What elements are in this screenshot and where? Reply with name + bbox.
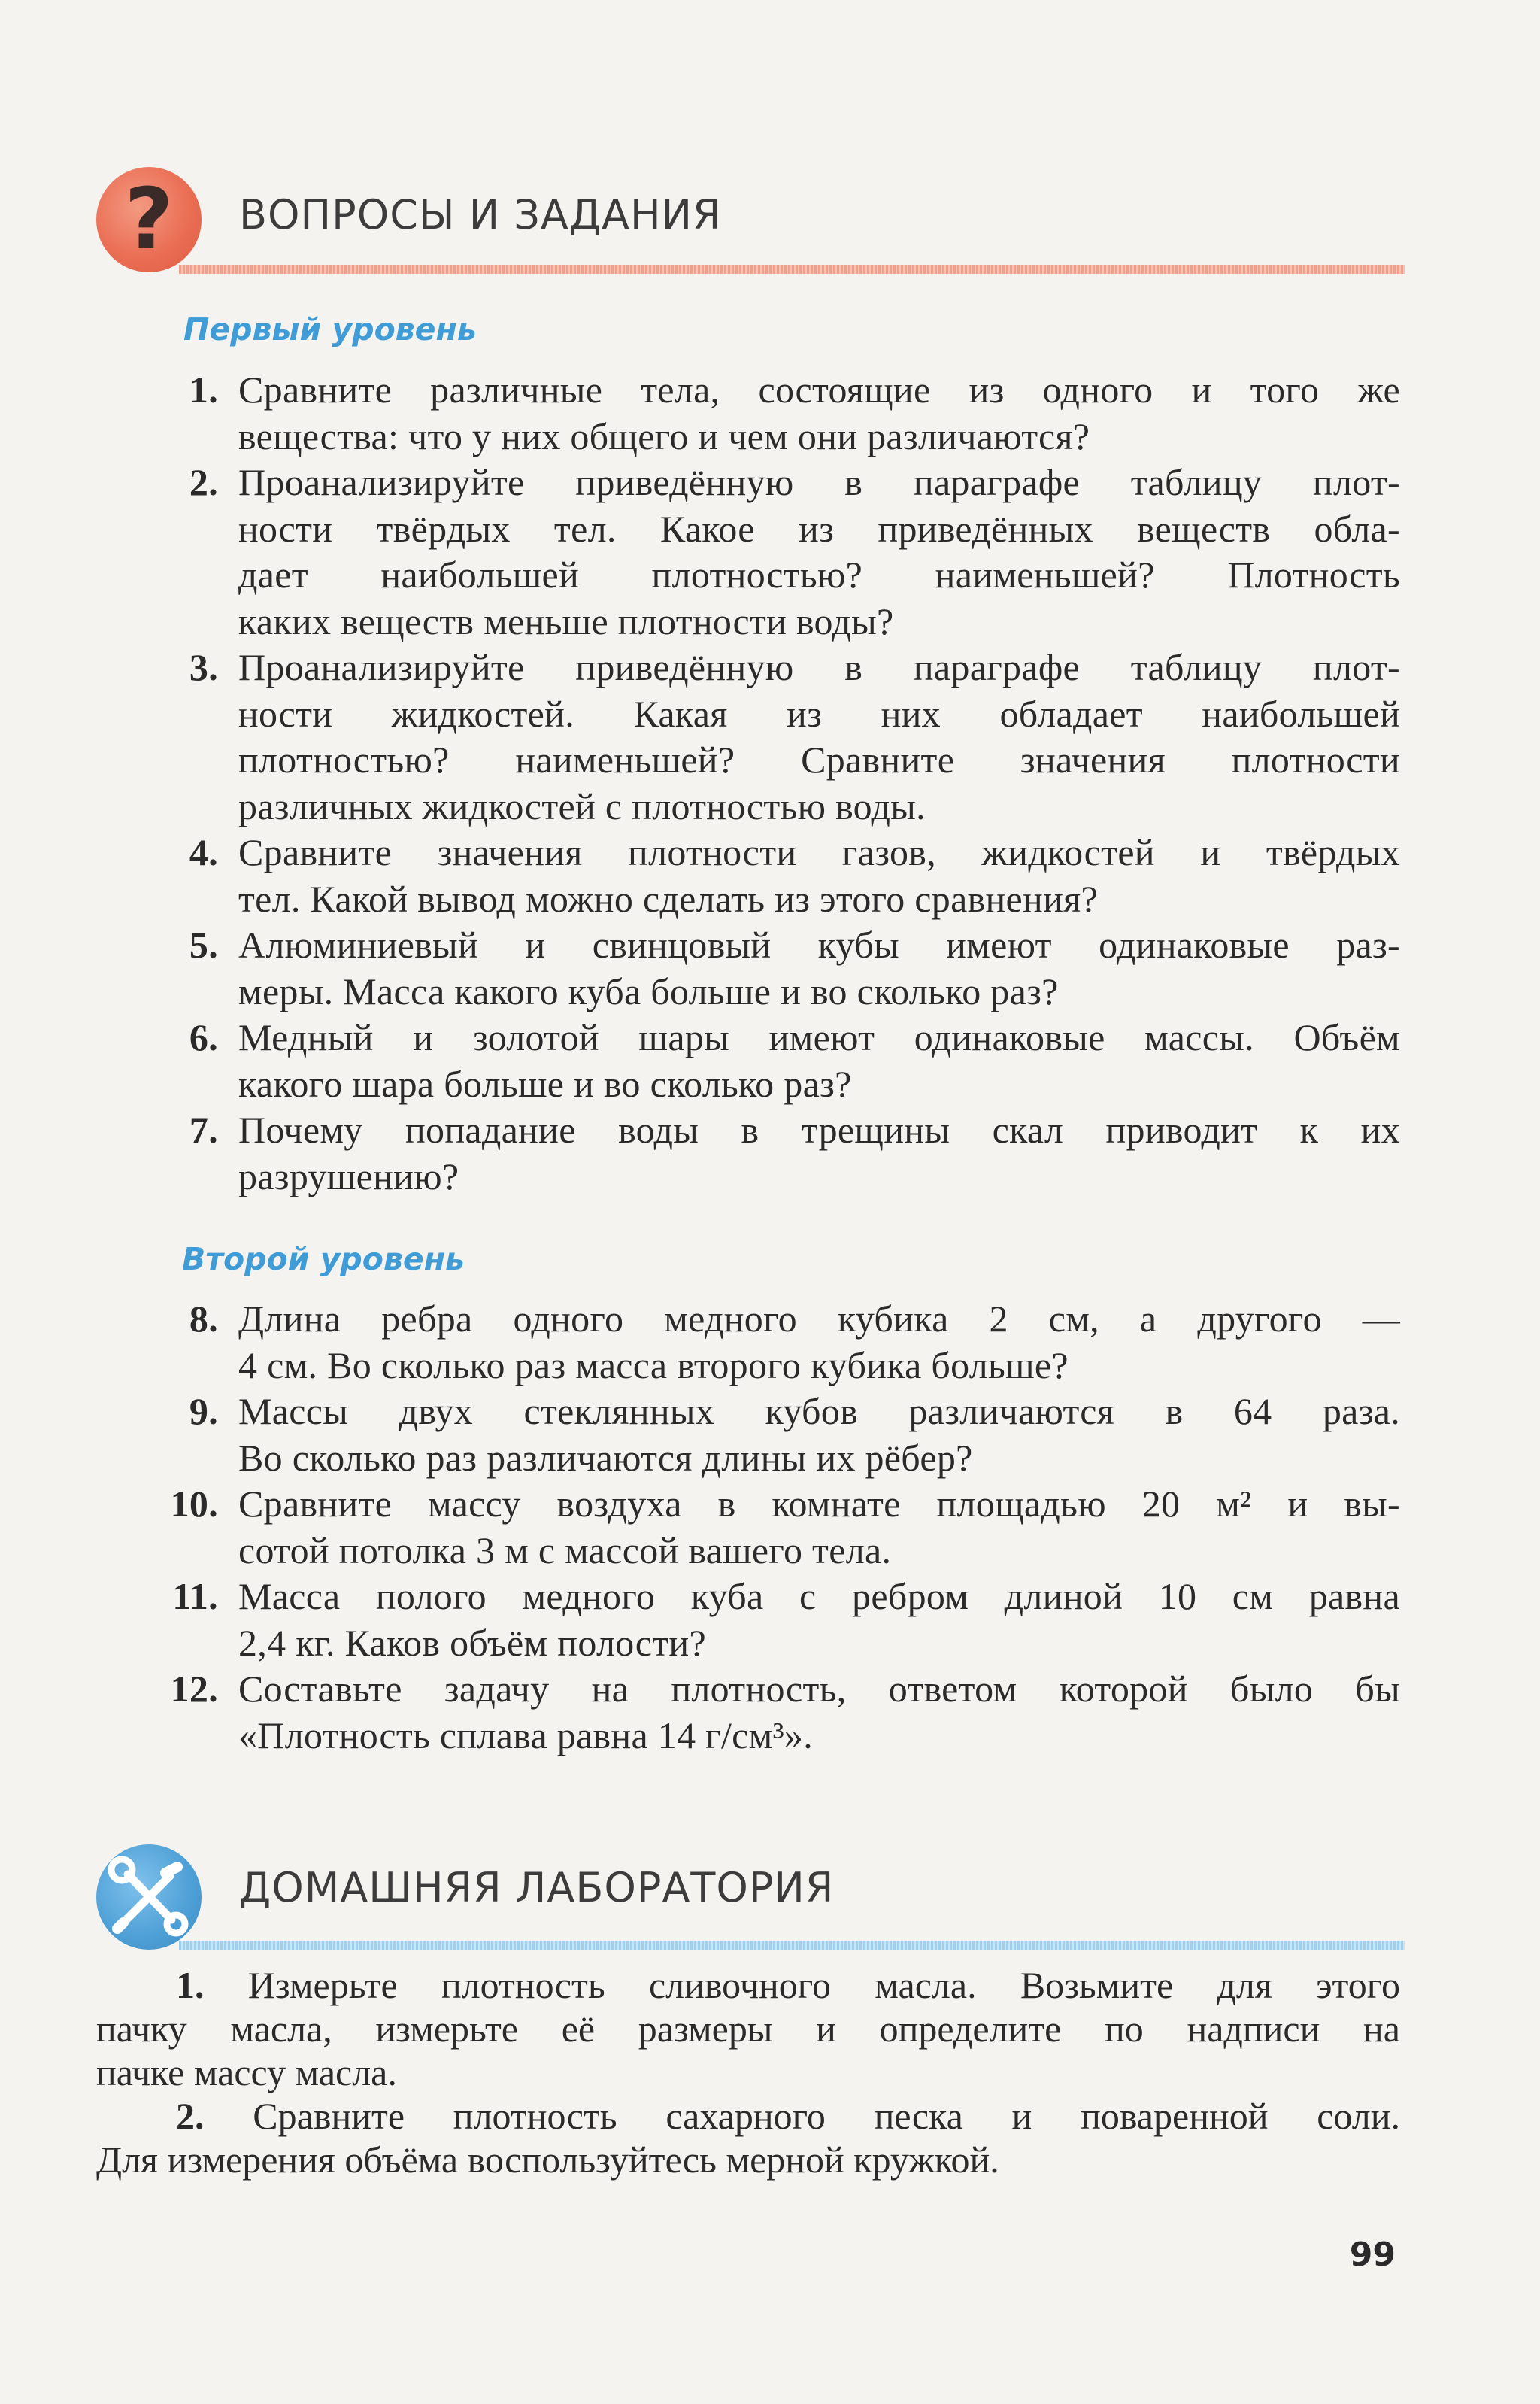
question-number: 5. (189, 924, 218, 966)
question-text (238, 645, 1400, 830)
question-text-line: Массы двух стеклянных кубов различаются в 64 раза. (238, 1390, 1400, 1432)
question-number: 6. (189, 1016, 218, 1058)
question-item (0, 1296, 1540, 1389)
questions-section-divider (179, 265, 1405, 274)
question-text-line: меры. Масса какого куба больше и во сколько раз? (238, 970, 1059, 1012)
lab-task-number: 2. (176, 2095, 205, 2137)
level-2-heading: Второй уровень (182, 1241, 465, 1277)
question-text-line: Составьте задачу на плотность, ответом которой было бы (238, 1668, 1400, 1710)
question-text-line: Проанализируйте приведённую в параграфе таблицу плот- (238, 461, 1400, 503)
question-item (0, 1107, 1540, 1200)
question-text-line: разрушению? (238, 1155, 459, 1197)
question-text-line: дает наибольшей плотностью? наименьшей? Плотность (238, 554, 1400, 596)
question-text-line: каких веществ меньше плотности воды? (238, 599, 894, 642)
question-text-line: различных жидкостей с плотностью воды. (238, 785, 926, 827)
question-text-line: вещества: что у них общего и чем они различаются? (238, 414, 1090, 457)
lab-task (96, 1963, 1400, 2094)
question-number: 12. (170, 1668, 218, 1710)
question-text (238, 1107, 1400, 1200)
question-item (0, 1015, 1540, 1107)
question-item (0, 645, 1540, 830)
lab-task-text-line: Измерьте плотность сливочного масла. Возьмите для этого (247, 1964, 1400, 2006)
question-text (238, 1481, 1400, 1574)
question-item (0, 460, 1540, 645)
level-2-question-list (0, 1296, 1540, 1759)
questions-section-header (96, 167, 1405, 280)
question-text-line: Сравните массу воздуха в комнате площадью 20 м² и вы- (238, 1483, 1400, 1525)
lab-task-number: 1. (176, 1964, 205, 2006)
question-text-line: плотностью? наименьшей? Сравните значения плотности (238, 739, 1400, 781)
lab-task-text-line: пачке массу масла. (96, 2051, 397, 2093)
question-text-line: ности жидкостей. Какая из них обладает наибольшей (238, 692, 1400, 735)
question-text-line: какого шара больше и во сколько раз? (238, 1062, 852, 1105)
question-text-line: Во сколько раз различаются длины их рёбер? (238, 1436, 973, 1479)
question-text-line: сотой потолка 3 м с массой вашего тела. (238, 1528, 892, 1571)
lab-tasks (96, 1963, 1400, 2181)
question-number: 3. (189, 646, 218, 688)
question-number: 8. (189, 1298, 218, 1340)
question-item (0, 830, 1540, 922)
question-text-line: Сравните значения плотности газов, жидкостей и твёрдых (238, 831, 1400, 873)
question-text-line: ности твёрдых тел. Какое из приведённых веществ обла- (238, 507, 1400, 550)
lab-section-title: ДОМАШНЯЯ ЛАБОРАТОРИЯ (239, 1864, 835, 1911)
questions-section-title: ВОПРОСЫ И ЗАДАНИЯ (239, 191, 722, 238)
question-text-line: Медный и золотой шары имеют одинаковые массы. Объём (238, 1016, 1400, 1058)
question-text (238, 1574, 1400, 1666)
lab-task-line (96, 1963, 1400, 2007)
lab-task-line (96, 2094, 1400, 2138)
question-text-line: Алюминиевый и свинцовый кубы имеют одинаковые раз- (238, 924, 1400, 966)
question-item (0, 1666, 1540, 1759)
question-number: 10. (170, 1483, 218, 1525)
lab-task-text-line: Для измерения объёма воспользуйтесь мерной кружкой. (96, 2138, 999, 2181)
question-text-line: Почему попадание воды в трещины скал приводит к их (238, 1109, 1400, 1151)
question-text (238, 830, 1400, 922)
question-mark-icon: ? (96, 167, 202, 272)
level-1-heading: Первый уровень (183, 311, 477, 348)
question-text (238, 460, 1400, 645)
question-number: 2. (189, 461, 218, 503)
question-text (238, 1296, 1400, 1389)
question-number: 4. (189, 831, 218, 873)
question-number: 9. (189, 1390, 218, 1432)
question-item (0, 922, 1540, 1015)
question-item (0, 1389, 1540, 1481)
question-item (0, 1481, 1540, 1574)
question-text-line: «Плотность сплава равна 14 г/см³». (238, 1713, 814, 1756)
question-text-line: Масса полого медного куба с ребром длиной 10 см равна (238, 1575, 1400, 1617)
question-text-line: Длина ребра одного медного кубика 2 см, а другого — (238, 1298, 1400, 1340)
lab-section-header (96, 1844, 1405, 1957)
question-text-line: Сравните различные тела, состоящие из одного и того же (238, 369, 1400, 411)
question-text (238, 1389, 1400, 1481)
question-text (238, 367, 1400, 460)
question-item (0, 1574, 1540, 1666)
lab-section-divider (179, 1941, 1405, 1950)
question-number: 7. (189, 1109, 218, 1151)
question-number: 1. (189, 369, 218, 411)
question-text (238, 1666, 1400, 1759)
lab-task-text-line: Сравните плотность сахарного песка и поваренной соли. (253, 2095, 1400, 2137)
question-text (238, 1015, 1400, 1107)
question-text-line: 4 см. Во сколько раз масса второго кубика больше? (238, 1343, 1069, 1386)
page-number: 99 (1349, 2236, 1396, 2274)
question-text-line: Проанализируйте приведённую в параграфе таблицу плот- (238, 646, 1400, 688)
question-text-line: 2,4 кг. Каков объём полости? (238, 1621, 706, 1664)
question-number: 11. (172, 1575, 218, 1617)
question-text-line: тел. Какой вывод можно сделать из этого сравнения? (238, 877, 1098, 920)
tools-icon (96, 1844, 202, 1950)
level-1-question-list (0, 367, 1540, 1200)
lab-task (96, 2094, 1400, 2181)
question-text (238, 922, 1400, 1015)
lab-task-text-line: пачку масла, измерьте её размеры и определите по надписи на (96, 2008, 1400, 2050)
question-item (0, 367, 1540, 460)
